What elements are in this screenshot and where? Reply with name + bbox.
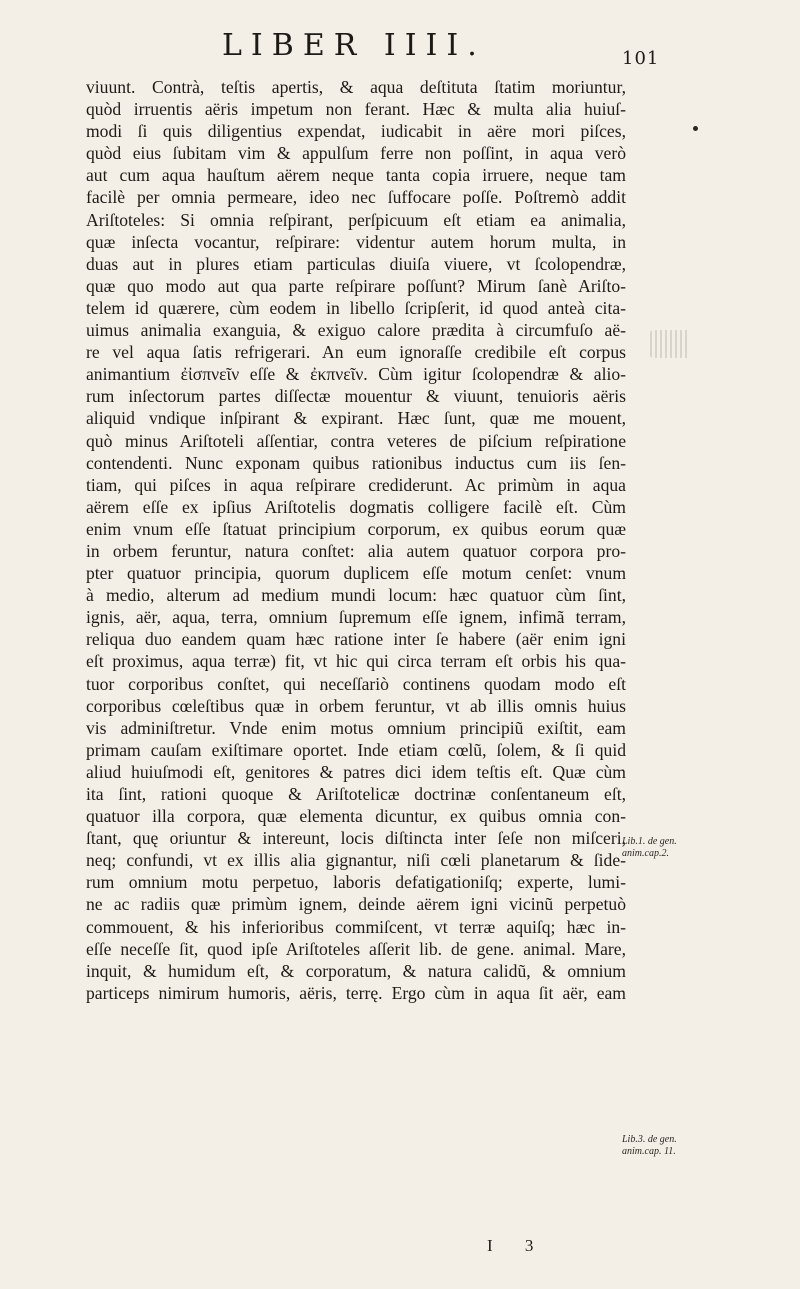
text-line: Ariſtoteles: Si omnia reſpirant, perſpicuum eſt etiam ea animalia, — [86, 209, 626, 230]
text-line: contendenti. Nunc exponam quibus rationibus inductus cum iis ſen- — [86, 452, 626, 473]
signature-mark: I 3 — [487, 1236, 548, 1255]
text-line: corporibus cœleſtibus quæ in orbem feruntur, vt ab illis omnis huius — [86, 695, 626, 716]
running-head: LIBER IIII. — [222, 28, 486, 63]
text-line: ignis, aër, aqua, terra, omnium ſupremum eſſe ignem, infimã terram, — [86, 607, 626, 628]
text-line: à medio, alterum ad medium mundi locum: hæc quatuor cùm ſint, — [86, 585, 626, 606]
text-line: aliud huiuſmodi eſt, genitores & patres dici idem teſtis eſt. Quæ cùm — [86, 761, 626, 782]
text-line: primam cauſam exiſtimare oportet. Inde etiam cœlũ, ſolem, & ſi quid — [86, 739, 626, 760]
text-line: eſt proximus, aqua terræ) fit, vt hic qui circa terram eſt orbis his qua- — [86, 651, 626, 672]
text-line: in orbem feruntur, natura conſtet: alia autem quatuor corpora pro- — [86, 540, 626, 561]
text-line: vis adminiſtretur. Vnde enim motus omnium principiũ exiſtit, eam — [86, 717, 626, 738]
text-line: rum omnium motu perpetuo, laboris defatigationiſq; experte, lumi- — [86, 872, 626, 893]
text-line: pter quatuor principia, quorum duplicem eſſe motum cenſet: vnum — [86, 563, 626, 584]
text-line: enim vnum eſſe ſtatuat principium corporum, ex quibus eorum quæ — [86, 518, 626, 539]
text-line: particeps nimirum humoris, aëris, terrę. Ergo cùm in aqua ſit aër, eam — [86, 982, 626, 1003]
text-line: reliqua duo eandem quam hæc ratione inter ſe habere (aër enim igni — [86, 629, 626, 650]
text-line: neq; confundi, vt ex illis alia gignantur, niſi cœli planetarum & ſide- — [86, 850, 626, 871]
ink-speck — [693, 126, 698, 131]
margin-note-line: Lib.3. de gen. — [622, 1134, 677, 1145]
text-line: ita ſint, rationi quoque & Ariſtotelicæ doctrinæ conſentaneum eſt, — [86, 784, 626, 804]
text-line: ne ac radiis quæ primùm ignem, deinde aërem igni vicinũ perpetuò — [86, 894, 626, 915]
page-header — [0, 28, 800, 72]
text-line: aliquid vndique inſpirant & expirant. Hæc ſunt, quæ me mouent, — [86, 408, 626, 429]
text-line: modi ſi quis diligentius expendat, iudicabit in aëre mori piſces, — [86, 121, 626, 142]
folio-number: 101 — [622, 48, 660, 69]
text-line: facilè per omnia permeare, ideo nec ſuffocare poſſe. Poſtremò addit — [86, 187, 626, 208]
text-line: quatuor illa corpora, quæ elementa dicuntur, ex quibus omnia con- — [86, 806, 626, 827]
text-line: telem id quærere, cùm eodem in libello ſcripſerit, id quod anteà cita- — [86, 297, 626, 318]
text-line: tuor corporibus conſtet, qui neceſſariò continens quodam modo eſt — [86, 673, 626, 694]
margin-note-reference — [622, 836, 684, 860]
text-line: viuunt. Contrà, teſtis apertis, & aqua deſtituta ſtatim moriuntur, — [86, 77, 626, 97]
text-line: rum inſectorum partes diſſectæ mouentur & viuunt, tenuioris aëris — [86, 386, 626, 407]
margin-note-line: anim.cap. 11. — [622, 1146, 676, 1157]
margin-note-line: Lib.1. de gen. — [622, 836, 677, 847]
text-line: eſſe neceſſe ſit, quod ipſe Ariſtoteles aſſerit lib. de gene. animal. Mare, — [86, 938, 626, 959]
text-line: aut cum aqua hauſtum aërem neque tanta copia irruere, neque tam — [86, 165, 626, 186]
text-line: animantium ἐἰσπνεῖν eſſe & ἐκπνεῖν. Cùm igitur ſcolopendræ & alio- — [86, 364, 626, 385]
text-line: inquit, & humidum eſt, & corporatum, & natura calidũ, & omnium — [86, 960, 626, 981]
text-line: quæ quo modo aut qua parte reſpirare poſſunt? Mirum ſanè Ariſto- — [86, 275, 626, 296]
text-line: commouent, & his inferioribus commiſcent, vt terræ aquiſq; hæc in- — [86, 916, 626, 937]
text-line: uimus animalia exanguia, & exiguo calore prædita à circumfuſo aë- — [86, 320, 626, 341]
text-line: re vel aqua ſatis refrigerari. An eum ignoraſſe credibile eſt corpus — [86, 342, 626, 363]
text-line: quæ inſecta vocantur, reſpirare: videntur autem horum multa, in — [86, 231, 626, 252]
text-line: quò minus Ariſtoteli aſſentiar, contra veteres de piſcium reſpiratione — [86, 430, 626, 451]
text-line: tiam, qui piſces in aqua reſpirare crediderunt. Ac primùm in aqua — [86, 474, 626, 495]
show-through-mark — [650, 330, 690, 358]
margin-note-line: anim.cap.2. — [622, 848, 669, 859]
body-text — [86, 76, 626, 1004]
margin-note-reference — [622, 1134, 684, 1158]
text-line: quòd irruentis aëris impetum non ferant. Hæc & multa alia huiuſ- — [86, 99, 626, 120]
text-line: aërem eſſe ex ipſius Ariſtotelis dogmatis colligere facilè eſt. Cùm — [86, 496, 626, 517]
text-line: ſtant, quę oriuntur & intereunt, locis diſtincta inter ſeſe non miſceri, — [86, 828, 626, 849]
text-line: duas aut in plures etiam particulas diuiſa viuere, vt ſcolopendræ, — [86, 253, 626, 274]
text-line: quòd eius ſubitam vim & appulſum ferre non poſſint, in aqua verò — [86, 143, 626, 164]
